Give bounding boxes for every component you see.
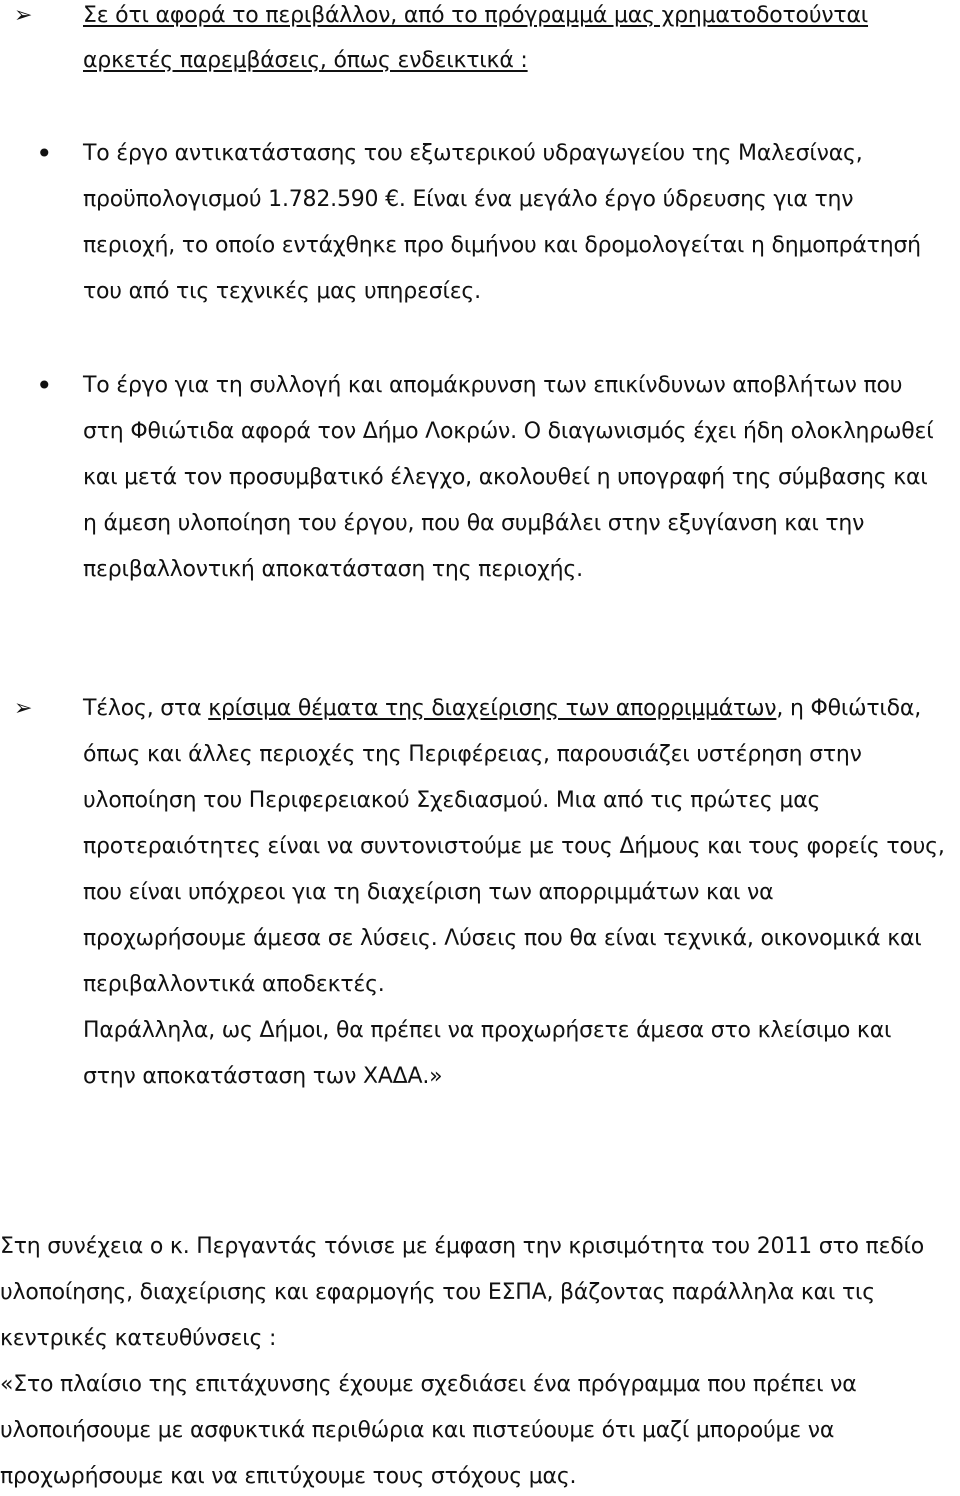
critical-issues-underlined: κρίσιμα θέματα της διαχείρισης των απορριμμάτων xyxy=(208,696,777,721)
section1-line: αρκετές παρεμβάσεις, όπως ενδεικτικά : xyxy=(83,48,528,73)
section2-text: Τέλος, στα xyxy=(83,696,209,721)
section2-first-line xyxy=(83,695,921,723)
section2-line: Παράλληλα, ως Δήμοι, θα πρέπει να προχωρήσετε άμεσα στο κλείσιμο και xyxy=(83,1018,892,1043)
closing-line: κεντρικές κατευθύνσεις : xyxy=(0,1326,277,1351)
section2-line: υλοποίηση του Περιφερειακού Σχεδιασμού. Μια από τις πρώτες μας xyxy=(83,788,821,813)
bullet1-line: προϋπολογισμού 1.782.590 €. Είναι ένα μεγάλο έργο ύδρευσης για την xyxy=(83,187,854,212)
bullet1-line: περιοχή, το οποίο εντάχθηκε προ διμήνου και δρομολογείται η δημοπράτησή xyxy=(83,233,921,258)
closing-line: «Στο πλαίσιο της επιτάχυνσης έχουμε σχεδιάσει ένα πρόγραμμα που πρέπει να xyxy=(0,1372,857,1397)
bullet2-line: η άμεση υλοποίηση του έργου, που θα συμβάλει στην εξυγίανση και την xyxy=(83,511,865,536)
bullet1-line: Το έργο αντικατάστασης του εξωτερικού υδραγωγείου της Μαλεσίνας, xyxy=(83,141,863,166)
closing-line: Στη συνέχεια ο κ. Περγαντάς τόνισε με έμφαση την κρισιμότητα του 2011 στο πεδίο xyxy=(0,1234,925,1259)
section2-line: που είναι υπόχρεοι για τη διαχείριση των απορριμμάτων και να xyxy=(83,880,774,905)
bullet2-line: Το έργο για τη συλλογή και απομάκρυνση των επικίνδυνων αποβλήτων που xyxy=(83,373,903,398)
closing-line: υλοποιήσουμε με ασφυκτικά περιθώρια και πιστεύουμε ότι μαζί μπορούμε να xyxy=(0,1418,835,1443)
arrow-bullet-icon: ➢ xyxy=(14,3,33,28)
bullet2-line: στη Φθιώτιδα αφορά τον Δήμο Λοκρών. Ο διαγωνισμός έχει ήδη ολοκληρωθεί xyxy=(83,419,934,444)
closing-line: υλοποίησης, διαχείρισης και εφαρμογής του ΕΣΠΑ, βάζοντας παράλληλα και τις xyxy=(0,1280,875,1305)
section2-line: όπως και άλλες περιοχές της Περιφέρειας, παρουσιάζει υστέρηση στην xyxy=(83,742,862,767)
section2-text: , η Φθιώτιδα, xyxy=(776,696,922,721)
bullet-icon: • xyxy=(36,137,53,170)
section2-line: προτεραιότητες είναι να συντονιστούμε με τους Δήμους και τους φορείς τους, xyxy=(83,834,945,859)
section2-line: περιβαλλοντικά αποδεκτές. xyxy=(83,972,385,997)
section2-line: προχωρήσουμε άμεσα σε λύσεις. Λύσεις που θα είναι τεχνικά, οικονομικά και xyxy=(83,926,922,951)
closing-line: προχωρήσουμε και να επιτύχουμε τους στόχους μας. xyxy=(0,1464,577,1489)
section2-line: στην αποκατάσταση των ΧΑΔΑ.» xyxy=(83,1064,443,1089)
bullet2-line: και μετά τον προσυμβατικό έλεγχο, ακολουθεί η υπογραφή της σύμβασης και xyxy=(83,465,928,490)
bullet2-line: περιβαλλοντική αποκατάσταση της περιοχής. xyxy=(83,557,583,582)
arrow-bullet-icon: ➢ xyxy=(14,696,33,721)
bullet1-line: του από τις τεχνικές μας υπηρεσίες. xyxy=(83,279,481,304)
section1-line: Σε ότι αφορά το περιβάλλον, από το πρόγραμμά μας χρηματοδοτούνται xyxy=(83,3,869,28)
bullet-icon: • xyxy=(36,369,53,402)
